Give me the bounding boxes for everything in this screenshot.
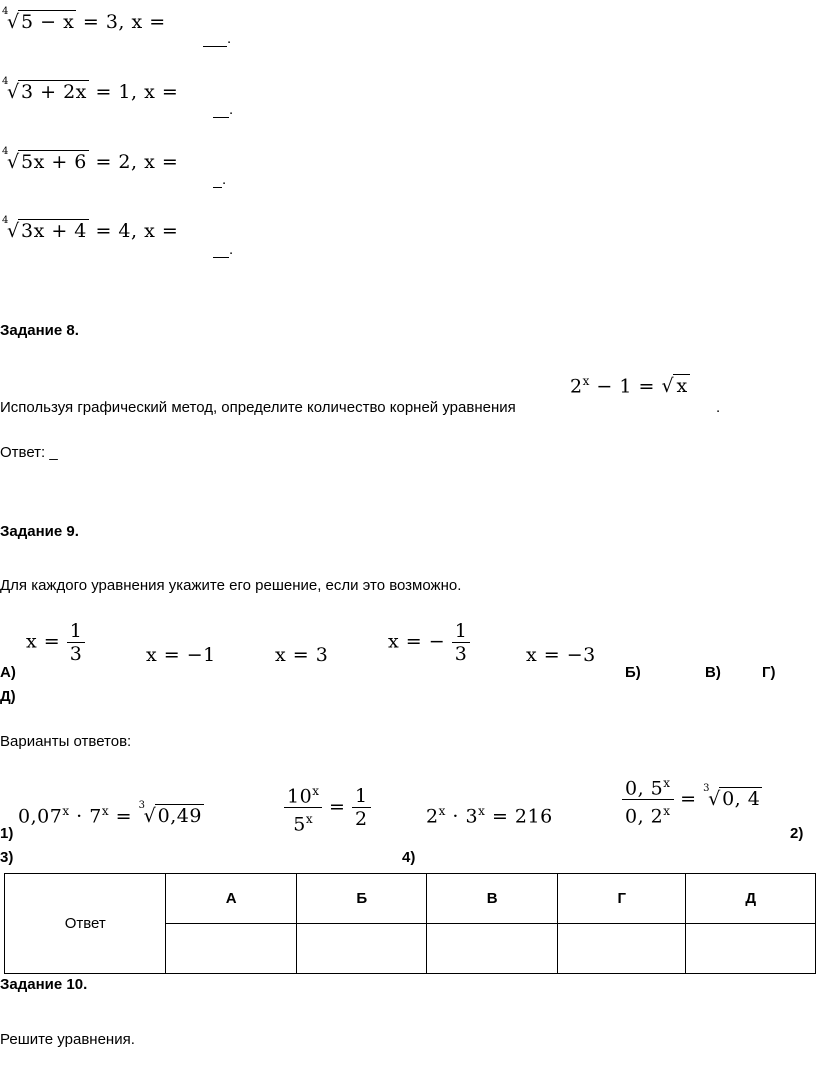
equation-2 — [2, 76, 179, 103]
answer-cell-d[interactable] — [686, 924, 816, 974]
table-header-g: Г — [557, 874, 685, 924]
task-8-answer[interactable]: Ответ: _ — [0, 444, 58, 461]
radical: 4 √ 3x + 4 — [2, 215, 87, 242]
table-row-label: Ответ — [5, 874, 166, 974]
letter-b: Б) — [625, 664, 641, 681]
letter-g: Г) — [762, 664, 776, 681]
answer-table — [4, 873, 816, 974]
equation-rhs: = 2, x = — [95, 151, 179, 173]
answer-cell-g[interactable] — [557, 924, 685, 974]
task-8-text: Используя графический метод, определите количество корней уравнения — [0, 399, 516, 416]
number-1: 1) — [0, 825, 14, 842]
solution-a: x = $\frac{1}{3}$ — [26, 620, 85, 665]
table-row — [5, 874, 816, 924]
equation-3 — [2, 146, 179, 173]
variant-equation-1: 0,07$^x$ · 7$^x$ = 3 √ 0,49 — [18, 800, 202, 828]
task-8-equation: 2$^x$ − 1 = √ x — [570, 374, 688, 398]
task-10-heading: Задание 10. — [0, 976, 88, 993]
equation-1 — [2, 6, 166, 33]
letter-a: А) — [0, 664, 16, 681]
variant-equation-3: 2$^x$ · 3$^x$ = 216 — [426, 804, 553, 828]
solution-c: x = 3 — [275, 644, 329, 666]
variants-label: Варианты ответов: — [0, 733, 132, 750]
radical: 4 √ 5x + 6 — [2, 146, 87, 173]
radical: 4 √ 5 − x — [2, 6, 75, 33]
task-9-text: Для каждого уравнения укажите его решение, если это возможно. — [0, 577, 462, 594]
number-4: 4) — [402, 849, 416, 866]
equation-rhs: = 3, x = — [82, 11, 166, 33]
table-header-a: А — [166, 874, 297, 924]
letter-d: Д) — [0, 688, 16, 705]
answer-cell-v[interactable] — [427, 924, 558, 974]
answer-blank-4[interactable]: . — [213, 241, 233, 258]
answer-blank-2[interactable]: . — [213, 101, 233, 118]
variant-equation-2: $\frac{10^x}{5^x}$ = $\frac{1}{2}$ — [284, 780, 371, 836]
answer-cell-b[interactable] — [296, 924, 426, 974]
solution-d: x = − $\frac{1}{3}$ — [388, 620, 470, 665]
table-header-d: Д — [686, 874, 816, 924]
table-header-b: Б — [296, 874, 426, 924]
equation-rhs: = 1, x = — [95, 81, 179, 103]
task-10-text: Решите уравнения. — [0, 1031, 135, 1048]
radicand: 5 − x — [18, 10, 76, 33]
solution-b: x = −1 — [146, 644, 216, 666]
radical: 4 √ 3 + 2x — [2, 76, 87, 103]
letter-v: В) — [705, 664, 721, 681]
answer-blank-1[interactable]: . — [203, 30, 231, 47]
solution-e: x = −3 — [526, 644, 596, 666]
radicand: 3 + 2x — [18, 80, 89, 103]
table-header-v: В — [427, 874, 558, 924]
task-8-heading: Задание 8. — [0, 322, 79, 339]
equation-4 — [2, 215, 179, 242]
number-3: 3) — [0, 849, 14, 866]
radicand: 3x + 4 — [18, 219, 89, 242]
number-2: 2) — [790, 825, 804, 842]
radicand: 5x + 6 — [18, 150, 89, 173]
task-8-tail: . — [716, 399, 721, 416]
answer-blank-3[interactable]: . — [213, 171, 226, 188]
equation-rhs: = 4, x = — [95, 220, 179, 242]
variant-equation-4: $\frac{0, 5^x}{0, 2^x}$ = 3 √ 0, 4 — [622, 772, 762, 828]
answer-cell-a[interactable] — [166, 924, 297, 974]
task-9-heading: Задание 9. — [0, 523, 79, 540]
